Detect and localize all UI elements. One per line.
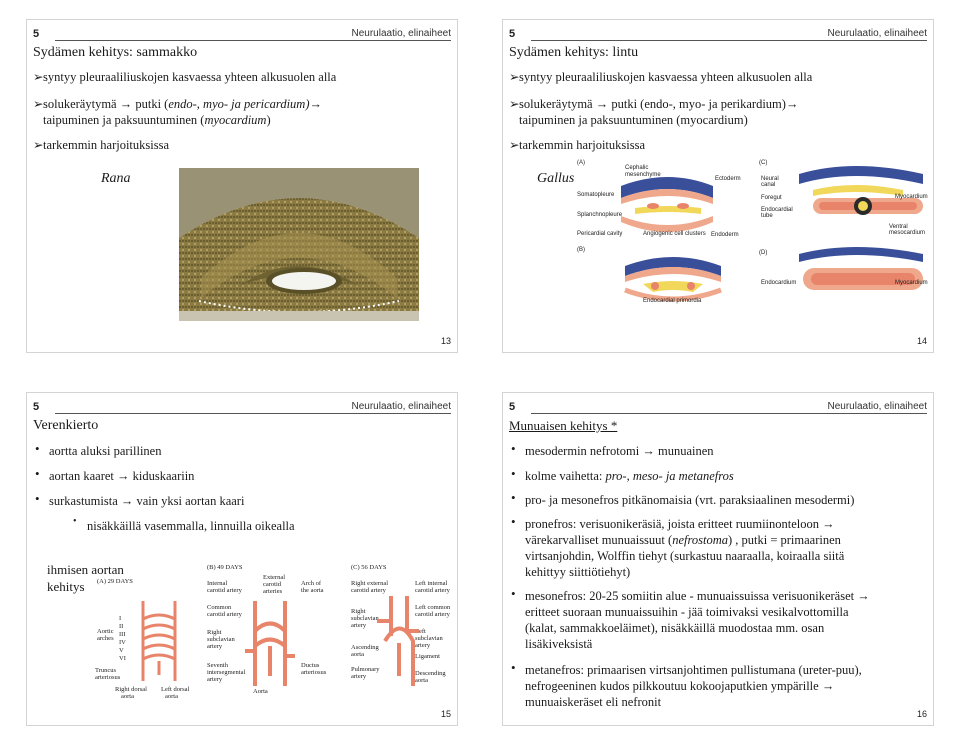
svg-text:Ascending: Ascending [351, 644, 379, 651]
svg-text:External: External [263, 574, 286, 581]
svg-text:Right: Right [351, 608, 366, 615]
svg-text:V: V [119, 647, 124, 654]
slide-16 [502, 392, 934, 726]
svg-text:Somatopleure: Somatopleure [577, 192, 615, 198]
bullet-dot: • [511, 441, 516, 456]
bullet-dot: • [511, 660, 516, 675]
svg-text:Neural: Neural [761, 176, 779, 182]
bullet-1: mesodermin nefrotomi → munuainen [525, 444, 714, 458]
svg-text:artery: artery [351, 622, 367, 629]
bullet-dot: • [35, 466, 40, 481]
svg-text:carotid artery: carotid artery [415, 611, 450, 618]
svg-text:canal: canal [761, 182, 776, 188]
svg-text:(B): (B) [577, 247, 585, 253]
svg-text:Pulmonary: Pulmonary [351, 666, 380, 673]
svg-text:carotid artery: carotid artery [207, 587, 242, 594]
bullet-dot: • [35, 491, 40, 506]
arrow-icon: → [117, 469, 130, 483]
aortic-arch-diagram [95, 561, 458, 701]
svg-text:arteriosus: arteriosus [301, 669, 327, 676]
svg-text:(C): (C) [759, 160, 768, 166]
species-label: Gallus [537, 171, 575, 186]
svg-text:Ligament: Ligament [415, 653, 440, 660]
header-rule [55, 413, 451, 414]
bullet-4: pronefros: verisuonikeräsiä, joista eritteet ruumiinonteloon → värekarvalliset munuaissuut (nefrostoma) , putki = primaarinen virtsanjohdin, Wolffin tiehyt (surkastuu naaraalla, koiraalla siitä kehittyy siittiötiehyt) [525, 517, 845, 579]
svg-text:mesenchyme: mesenchyme [625, 172, 661, 178]
arrow-icon: → [821, 679, 835, 693]
svg-text:the aorta: the aorta [301, 587, 324, 594]
bullet-2: aortan kaaret → kiduskaariin [49, 469, 195, 483]
svg-text:arteriosus: arteriosus [95, 674, 121, 681]
header-rule [55, 40, 451, 41]
slide-section-number: 5 [33, 401, 40, 413]
slide-section-number: 5 [509, 401, 516, 413]
bullet-1: aortta aluksi parillinen [49, 444, 162, 458]
svg-text:Myocardium: Myocardium [895, 194, 928, 200]
arrow-icon: → [642, 444, 655, 458]
page-number: 16 [916, 709, 927, 719]
svg-text:Ventral: Ventral [889, 224, 908, 230]
bullet-2: kolme vaihetta: pro-, meso- ja metanefros [525, 469, 734, 483]
arrow-icon: → [119, 97, 133, 111]
svg-text:VI: VI [119, 655, 126, 662]
svg-text:carotid artery: carotid artery [415, 587, 450, 594]
chick-heart-diagram [573, 158, 933, 308]
slide-14 [502, 19, 934, 353]
svg-text:I: I [119, 615, 122, 622]
svg-text:Ectoderm: Ectoderm [715, 176, 741, 182]
svg-text:Arch of: Arch of [301, 580, 322, 587]
svg-text:Aorta: Aorta [253, 688, 268, 695]
svg-text:(A): (A) [577, 160, 585, 166]
bullet-1: ➢syntyy pleuraaliliuskojen kasvaessa yhteen alkusuolen alla [33, 70, 337, 84]
svg-text:Cephalic: Cephalic [625, 165, 649, 171]
svg-text:Splanchnopleure: Splanchnopleure [577, 212, 623, 218]
bullet-dot: • [511, 490, 516, 505]
page-number: 14 [916, 336, 927, 346]
arrow-icon: → [857, 589, 870, 603]
svg-text:carotid artery: carotid artery [351, 587, 386, 594]
species-label: Rana [101, 171, 131, 186]
svg-text:Endoderm: Endoderm [711, 232, 739, 238]
svg-text:carotid: carotid [263, 581, 282, 588]
svg-text:(A) 29 DAYS: (A) 29 DAYS [97, 578, 133, 585]
bullet-4: nisäkkäillä vasemmalla, linnuilla oikealla [87, 519, 295, 533]
bullet-3: surkastumista → vain yksi aortan kaari [49, 494, 245, 508]
course-title: Neurulaatio, elinaiheet [351, 401, 451, 412]
svg-text:aorta: aorta [121, 693, 134, 700]
svg-text:aorta: aorta [351, 651, 364, 658]
arrow-icon: → [822, 517, 835, 531]
svg-text:artery: artery [415, 642, 431, 649]
figure-label: ihmisen aortan kehitys [47, 562, 124, 594]
bullet-2: ➢solukeräytymä → putki (endo-, myo- ja pericardium)→ taipuminen ja paksuuntuminen (myocardium) [33, 97, 322, 127]
svg-text:Left common: Left common [415, 604, 451, 611]
svg-text:arches: arches [97, 635, 114, 642]
bullet-6: metanefros: primaarisen virtsanjohtimen pullistumana (ureter-puu), nefrogeeninen kudos pilkkoutuu kokoojaputkien ympärille → munuaiskeräset eli nefronit [525, 663, 862, 709]
bullet-dot: • [511, 466, 516, 481]
bullet-dot: • [511, 586, 516, 601]
bullet-dot: • [73, 516, 77, 527]
slide-section-number: 5 [33, 28, 40, 40]
svg-text:Foregut: Foregut [761, 195, 782, 201]
svg-text:aorta: aorta [165, 693, 178, 700]
slide-title: Sydämen kehitys: sammakko [33, 45, 198, 60]
arrow-icon: → [595, 97, 609, 111]
svg-text:(C) 56 DAYS: (C) 56 DAYS [351, 564, 387, 571]
arrow-icon: → [785, 97, 799, 111]
svg-text:artery: artery [207, 643, 223, 650]
slide-13 [26, 19, 458, 353]
svg-text:Angiogenic cell clusters: Angiogenic cell clusters [643, 231, 706, 237]
svg-text:arteries: arteries [263, 588, 283, 595]
svg-text:Right: Right [207, 629, 222, 636]
header-rule [531, 413, 927, 414]
header-rule [531, 40, 927, 41]
svg-text:Endocardial primordia: Endocardial primordia [643, 298, 702, 304]
svg-text:Left dorsal: Left dorsal [161, 686, 190, 693]
slide-section-number: 5 [509, 28, 516, 40]
svg-text:Truncus: Truncus [95, 667, 117, 674]
svg-text:Seventh: Seventh [207, 662, 228, 669]
svg-text:subclavian: subclavian [351, 615, 379, 622]
page-number: 13 [440, 336, 451, 346]
bullet-2: ➢solukeräytymä → putki (endo-, myo- ja perikardium)→ taipuminen ja paksuuntuminen (myocardium) [509, 97, 799, 127]
page-number: 15 [440, 709, 451, 719]
svg-text:(D): (D) [759, 250, 768, 256]
svg-text:Endocardial: Endocardial [761, 207, 793, 213]
svg-text:Internal: Internal [207, 580, 228, 587]
svg-text:Ductus: Ductus [301, 662, 320, 669]
svg-text:subclavian: subclavian [207, 636, 235, 643]
bullet-5: mesonefros: 20-25 somiitin alue - munuaissuissa verisuonikeräset → eritteet suoraan munuaissuihin - jää toimivaksi vesikalvottomilla (kalat, sammakkoeläimet), nisäkkäillä muodostaa mm. osan lisäkiveksistä [525, 589, 870, 651]
frog-heart-micrograph [179, 168, 419, 321]
course-title: Neurulaatio, elinaiheet [827, 28, 927, 39]
svg-text:carotid artery: carotid artery [207, 611, 242, 618]
slide-title: Sydämen kehitys: lintu [509, 45, 639, 60]
arrow-icon: → [120, 494, 134, 508]
course-title: Neurulaatio, elinaiheet [827, 401, 927, 412]
bullet-dot: • [511, 514, 516, 529]
slide-title: Verenkierto [33, 418, 99, 433]
svg-text:artery: artery [351, 673, 367, 680]
svg-text:Endocardium: Endocardium [761, 280, 797, 286]
svg-text:III: III [119, 631, 126, 638]
svg-text:IV: IV [119, 639, 126, 646]
svg-text:Common: Common [207, 604, 232, 611]
bullet-3: pro- ja mesonefros pitkänomaisia (vrt. paraksiaalinen mesodermi) [525, 493, 855, 507]
svg-text:Myocardium: Myocardium [895, 280, 928, 286]
bullet-3: ➢tarkemmin harjoituksissa [33, 138, 170, 152]
svg-text:Right external: Right external [351, 580, 389, 587]
svg-text:II: II [119, 623, 124, 630]
svg-text:Left internal: Left internal [415, 580, 448, 587]
svg-text:tube: tube [761, 213, 773, 219]
slide-title: Munuaisen kehitys * [509, 418, 618, 433]
svg-text:Right dorsal: Right dorsal [115, 686, 147, 693]
svg-text:(B) 49 DAYS: (B) 49 DAYS [207, 564, 243, 571]
svg-text:Aortic: Aortic [97, 628, 114, 635]
svg-text:subclavian: subclavian [415, 635, 443, 642]
bullet-dot: • [35, 441, 40, 456]
svg-text:Pericardial cavity: Pericardial cavity [577, 231, 623, 237]
svg-text:intersegmental: intersegmental [207, 669, 246, 676]
bullet-3: ➢tarkemmin harjoituksissa [509, 138, 646, 152]
bullet-1: ➢syntyy pleuraaliliuskojen kasvaessa yhteen alkusuolen alla [509, 70, 813, 84]
svg-text:mesocardium: mesocardium [889, 230, 926, 236]
svg-text:Left: Left [415, 628, 426, 635]
svg-text:artery: artery [207, 676, 223, 683]
svg-text:aorta: aorta [415, 677, 428, 684]
svg-text:Descending: Descending [415, 670, 446, 677]
slide-15 [26, 392, 458, 726]
course-title: Neurulaatio, elinaiheet [351, 28, 451, 39]
arrow-icon: → [309, 97, 322, 111]
